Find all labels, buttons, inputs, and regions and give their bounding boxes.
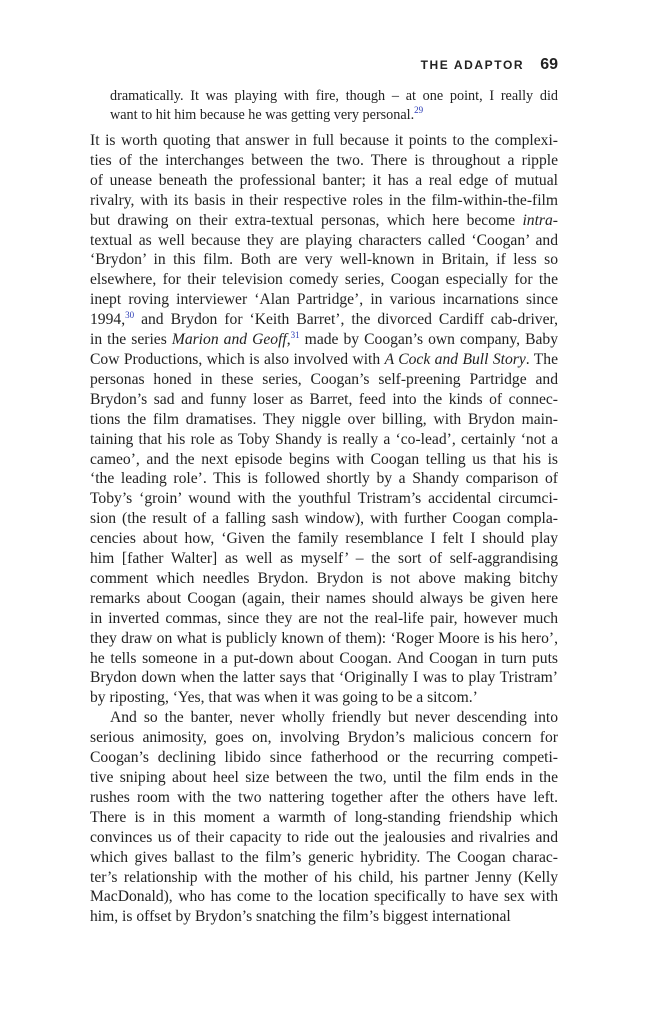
running-head [421, 56, 558, 74]
text-run: want to hit him because he was getting very personal. [110, 107, 415, 123]
text-line [90, 529, 558, 549]
text-run: inept roving interviewer ‘Alan Partridge’, in various incarnations since [90, 291, 558, 309]
italic-title: intra- [522, 211, 558, 229]
text-run: dramatically. It was playing with fire, though – at one point, I really did [110, 88, 558, 104]
text-line [90, 171, 558, 191]
text-line [90, 848, 558, 868]
text-run: but drawing on their extra-textual personas, which here become [90, 211, 523, 229]
text-line [90, 748, 558, 768]
text-run: him [father Walter] as well as myself’ – the sort of self-aggrandising [90, 550, 558, 568]
text-run: Brydon’s sad and funny loser as Barret, feed into the kinds of connec- [90, 390, 558, 408]
text-run: ‘the leading role’. This is followed shortly by a Shandy comparison of [90, 470, 558, 488]
text-line [90, 609, 558, 629]
text-run: And so the banter, never wholly friendly but never descending into [110, 709, 558, 727]
text-line [90, 390, 558, 410]
text-run: Coogan’s declining libido since fatherhood or the recurring competi- [90, 749, 558, 767]
text-run: him, is offset by Brydon’s snatching the film’s biggest international [90, 908, 511, 926]
text-line [90, 250, 558, 270]
text-line [90, 211, 558, 231]
text-line [90, 410, 558, 430]
footnote-ref: 30 [125, 310, 135, 321]
text-run: rushes room with the two nattering together after the others have left. [90, 788, 558, 806]
footnote-ref: 29 [414, 105, 424, 115]
text-line [90, 868, 558, 888]
text-run: taining that his role as Toby Shandy is really a ‘co-lead’, certainly ‘not a [90, 430, 558, 448]
text-run: tive sniping about heel size between the two, until the film ends in the [90, 769, 558, 786]
text-run: ‘Brydon’ in this film. Both are very well-known in Britain, if less so [90, 251, 558, 269]
text-run: in inverted commas, since they are not the real-life pair, however much [90, 609, 558, 627]
running-head-title: THE ADAPTOR [420, 58, 525, 72]
text-line [90, 668, 558, 688]
text-line [90, 469, 558, 489]
text-line [90, 569, 558, 589]
text-run: remarks about Coogan (again, their names should always be given here [90, 589, 558, 607]
text-line [90, 589, 558, 609]
text-line [90, 708, 558, 728]
text-line [90, 151, 558, 171]
italic-title: Marion and Geoff [171, 331, 287, 349]
text-line [90, 430, 558, 450]
text-run: they draw on what is publicly known of them): ‘Roger Moore is his hero’, [90, 629, 558, 647]
footnote-ref: 31 [290, 330, 300, 341]
text-run: Cow Productions, which is also involved with [90, 350, 385, 368]
text-run: serious animosity, goes on, involving Brydon’s malicious concern for [90, 729, 558, 747]
text-line [90, 887, 558, 907]
text-run: MacDonald), who has come to the location specifically to have sex with [90, 888, 558, 906]
italic-title: A Cock and Bull Story [384, 350, 526, 368]
text-run: sion (the result of a falling sash window), with further Coogan compla- [90, 510, 558, 528]
text-run: ter’s relationship with the mother of his child, his partner Jenny (Kelly [90, 868, 558, 886]
text-run: cameo’, and the next episode begins with Coogan telling us that his is [90, 450, 558, 468]
page-number: 69 [540, 56, 558, 73]
text-line [90, 688, 558, 708]
body-text [90, 131, 558, 927]
text-run: rivalry, with its basis in their respective roles in the film-within-the-film [90, 191, 558, 209]
text-line [90, 231, 558, 251]
text-run: convinces us of their capacity to ride out the jealousies and rivalries and [90, 828, 558, 846]
text-run: personas honed in these series, Coogan’s self-preening Partridge and [90, 370, 558, 388]
text-line [90, 370, 558, 390]
text-run: It is worth quoting that answer in full because it points to the complexi- [90, 132, 558, 149]
text-line [90, 828, 558, 848]
text-run: textual as well because they are playing characters called ‘Coogan’ and [90, 231, 558, 249]
text-line [90, 290, 558, 310]
text-run: in the series [90, 331, 172, 349]
text-run: , [286, 331, 291, 349]
text-run: comment which needles Brydon. Brydon is not above making bitchy [90, 569, 558, 587]
text-line [90, 509, 558, 529]
text-line [90, 310, 558, 330]
text-line [110, 87, 558, 106]
text-line [90, 350, 558, 370]
text-run: Brydon down when the latter says that ‘Originally I was to play Tristram’ [90, 669, 558, 687]
text-line [90, 131, 558, 151]
text-run: ties of the interchanges between the two. There is throughout a ripple [90, 151, 558, 169]
text-run: he tells someone in a put-down about Coogan. And Coogan in turn puts [90, 649, 558, 667]
text-run: by riposting, ‘Yes, that was when it was going to be a sitcom.’ [90, 689, 478, 707]
text-run: tions the film dramatises. They niggle over billing, with Brydon main- [90, 410, 558, 428]
block-quote [110, 87, 558, 125]
text-line [90, 330, 558, 350]
text-run: . The [525, 350, 559, 368]
text-line [90, 808, 558, 828]
text-line [90, 489, 558, 509]
text-line [90, 629, 558, 649]
text-run: cencies about how, ‘Given the family resemblance I felt I should play [90, 530, 558, 548]
text-run: made by Coogan’s own company, Baby [299, 331, 558, 349]
text-run: Toby’s ‘groin’ wound with the youthful Tristram’s accidental circumci- [90, 490, 558, 508]
text-line [90, 450, 558, 470]
text-line [90, 191, 558, 211]
text-run: and Brydon for ‘Keith Barret’, the divorced Cardiff cab-driver, [134, 311, 558, 329]
text-run: There is in this moment a warmth of long-standing friendship which [90, 808, 558, 826]
text-line [90, 788, 558, 808]
text-line [90, 649, 558, 669]
text-line [90, 768, 558, 788]
text-run: 1994, [90, 311, 126, 329]
text-line [110, 106, 558, 125]
text-line [90, 549, 558, 569]
text-line [90, 907, 558, 927]
text-run: which gives ballast to the film’s generic hybridity. The Coogan charac- [90, 848, 558, 866]
text-line [90, 270, 558, 290]
text-line [90, 728, 558, 748]
text-run: of unease beneath the professional banter; it has a real edge of mutual [90, 171, 558, 189]
text-run: elsewhere, for their television comedy series, Coogan especially for the [90, 271, 558, 289]
